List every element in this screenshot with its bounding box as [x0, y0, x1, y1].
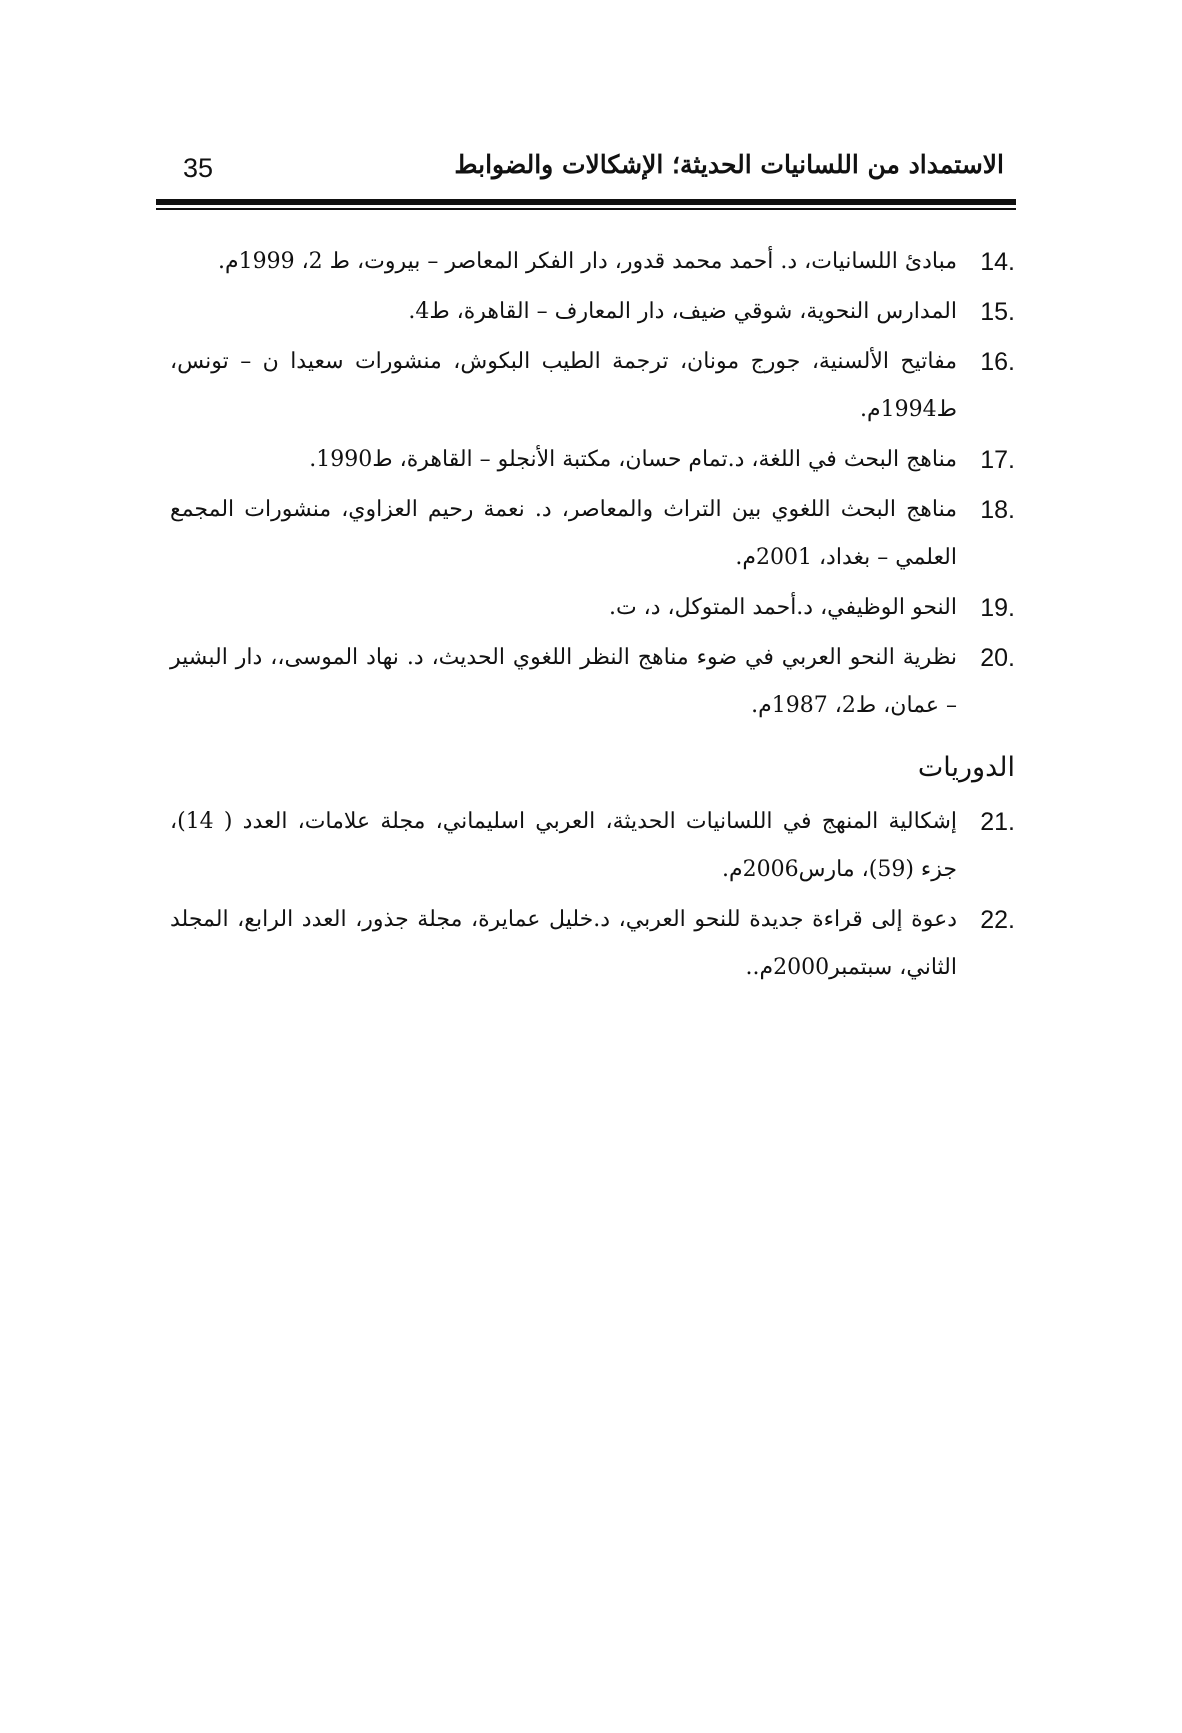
reference-item: [170, 436, 1015, 484]
reference-text: النحو الوظيفي، د.أحمد المتوكل، د، ت.: [608, 595, 957, 620]
journals-list: [170, 798, 1015, 992]
references-list: [170, 238, 1015, 994]
reference-item: [170, 288, 1015, 336]
reference-number: 20.: [980, 644, 1015, 672]
reference-item: [170, 584, 1015, 632]
journal-item: [170, 896, 1015, 992]
reference-number: 14.: [980, 248, 1015, 276]
reference-number: 18.: [980, 496, 1015, 524]
reference-text: مناهج البحث اللغوي بين التراث والمعاصر، د. نعمة رحيم العزاوي، منشورات المجمع العلمي – بغداد، 2001م.: [170, 497, 957, 570]
reference-text: المدارس النحوية، شوقي ضيف، دار المعارف – القاهرة، ط4.: [408, 299, 957, 324]
reference-text: نظرية النحو العربي في ضوء مناهج النظر اللغوي الحديث، د. نهاد الموسى،، دار البشير – عمان، ط2، 1987م.: [170, 645, 957, 718]
header-rule-thick: [156, 199, 1016, 205]
reference-text: مبادئ اللسانيات، د. أحمد محمد قدور، دار الفكر المعاصر – بيروت، ط 2، 1999م.: [217, 249, 957, 274]
reference-number: 19.: [980, 594, 1015, 622]
reference-item: [170, 238, 1015, 286]
page-number: 35: [183, 153, 214, 183]
journal-text: دعوة إلى قراءة جديدة للنحو العربي، د.خليل عمايرة، مجلة جذور، العدد الرابع، المجلد الثاني، سبتمبر2000م..: [170, 907, 957, 980]
reference-item: [170, 486, 1015, 582]
header-rule-thin: [156, 208, 1016, 210]
reference-item: [170, 338, 1015, 434]
reference-item: [170, 634, 1015, 730]
reference-text: مناهج البحث في اللغة، د.تمام حسان، مكتبة الأنجلو – القاهرة، ط1990.: [309, 447, 957, 472]
journal-item: [170, 798, 1015, 894]
journal-number: 21.: [980, 808, 1015, 836]
running-header-title: الاستمداد من اللسانيات الحديثة؛ الإشكالات والضوابط: [454, 150, 1004, 179]
journals-section-heading: الدوريات: [917, 752, 1015, 783]
journal-number: 22.: [980, 906, 1015, 934]
journal-text: إشكالية المنهج في اللسانيات الحديثة، العربي اسليماني، مجلة علامات، العدد ( 14)، جزء (59)، مارس2006م.: [170, 809, 957, 882]
reference-number: 16.: [980, 348, 1015, 376]
reference-text: مفاتيح الألسنية، جورج مونان، ترجمة الطيب البكوش، منشورات سعيدا ن – تونس، ط1994م.: [170, 349, 957, 422]
reference-number: 15.: [980, 298, 1015, 326]
reference-number: 17.: [980, 446, 1015, 474]
